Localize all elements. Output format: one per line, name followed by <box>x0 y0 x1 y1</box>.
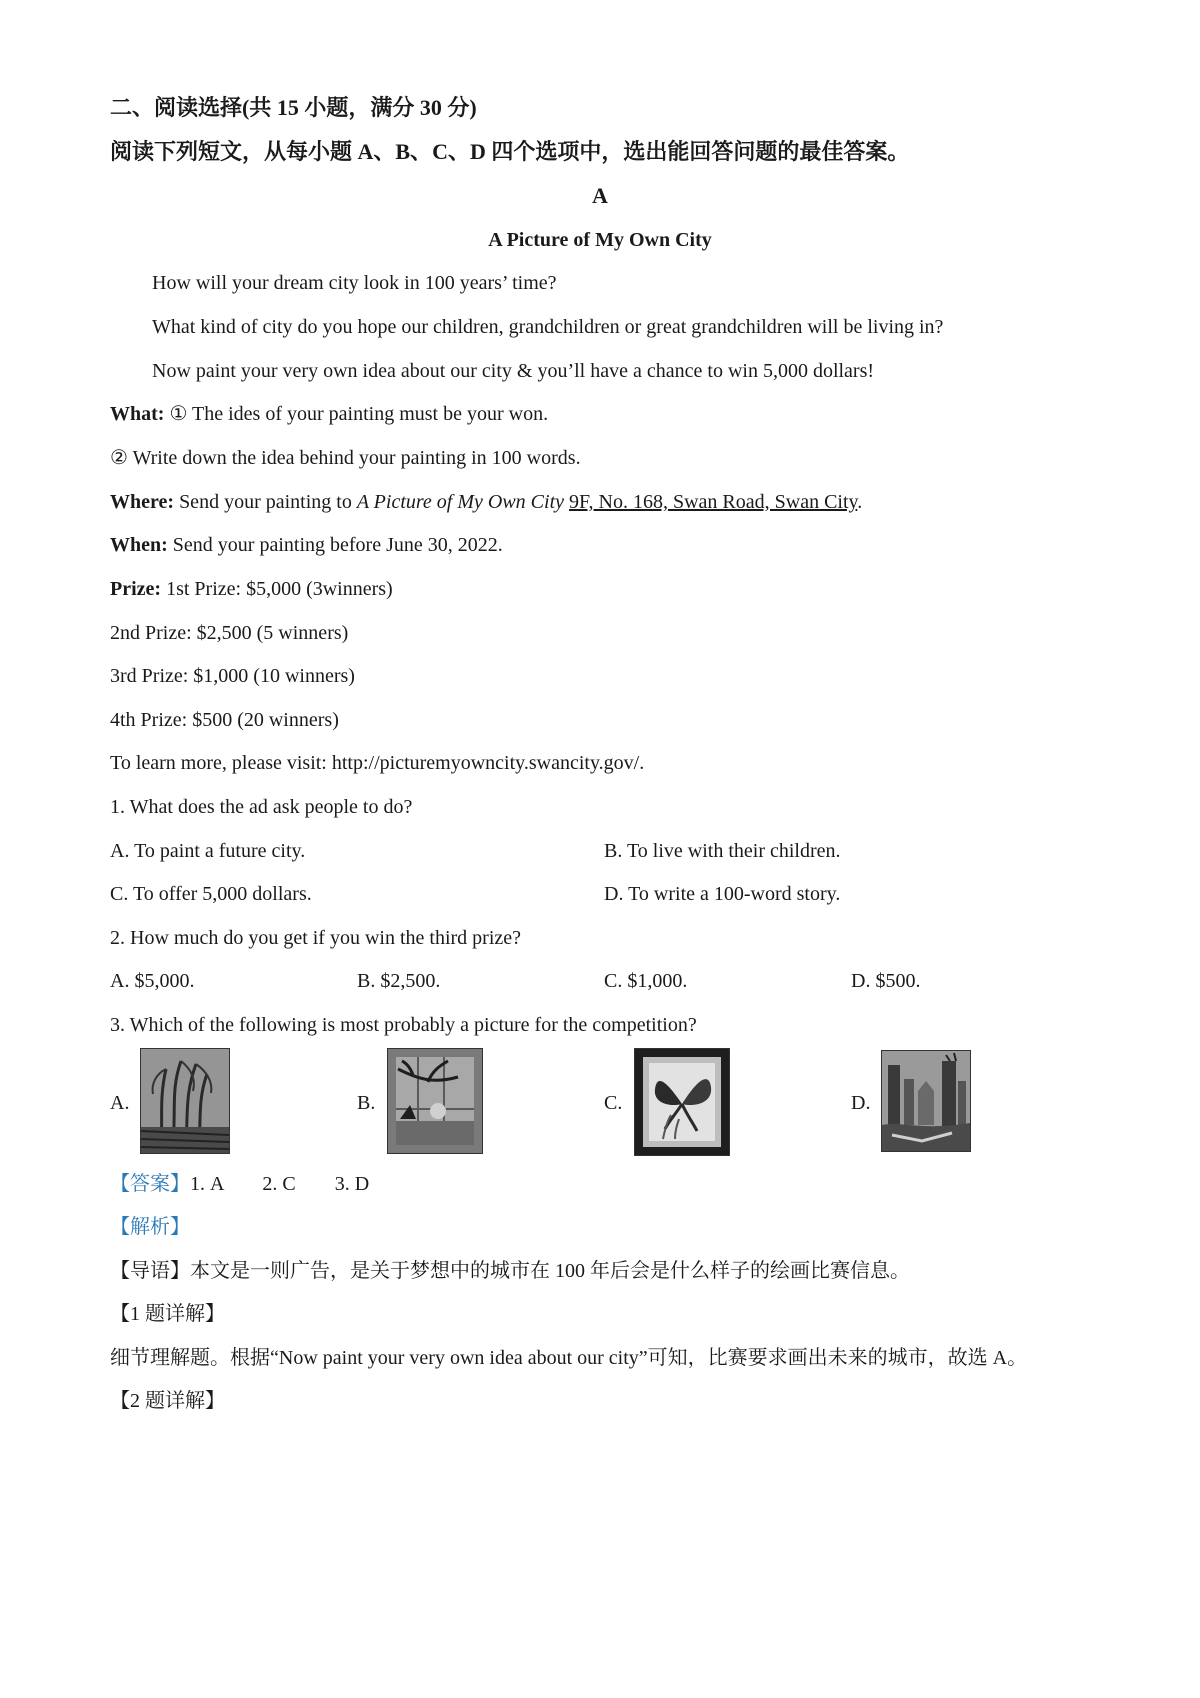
intro-line-1: How will your dream city look in 100 years’ time? <box>152 272 557 294</box>
question-2-option-c: C. $1,000. <box>604 970 688 992</box>
answer-line <box>110 1171 369 1197</box>
q1-detail-label: 【1 题详解】 <box>110 1303 225 1325</box>
prize-4: 4th Prize: $500 (20 winners) <box>110 709 339 731</box>
question-1-option-d: D. To write a 100-word story. <box>604 883 841 905</box>
where-text: Send your painting to <box>179 491 352 513</box>
intro-line-3: Now paint your very own idea about our city & you’ll have a chance to win 5,000 dollars! <box>152 360 875 382</box>
section-instruction: 阅读下列短文，从每小题 A、B、C、D 四个选项中，选出能回答问题的最佳答案。 <box>110 139 910 164</box>
prize-3: 3rd Prize: $1,000 (10 winners) <box>110 665 355 687</box>
learn-more: To learn more, please visit: http://picturemyowncity.swancity.gov/. <box>110 752 645 774</box>
picture-c-butterfly-frame <box>634 1048 730 1156</box>
question-1-option-a: A. To paint a future city. <box>110 840 306 862</box>
question-1-stem: 1. What does the ad ask people to do? <box>110 796 413 818</box>
passage-letter: A <box>592 183 608 208</box>
passage-title: A Picture of My Own City <box>488 229 712 251</box>
picture-a-trees-sketch <box>140 1048 230 1154</box>
picture-b-branch-window <box>387 1048 483 1154</box>
question-1-option-b: B. To live with their children. <box>604 840 841 862</box>
where-line <box>110 489 862 515</box>
answer-label: 【答案】 <box>110 1173 190 1195</box>
q2-detail-label: 【2 题详解】 <box>110 1390 225 1412</box>
what-item-2: ② Write down the idea behind your painting in 100 words. <box>110 447 581 469</box>
q1-detail-text: 细节理解题。根据“Now paint your very own idea about our city”可知，比赛要求画出未来的城市，故选 A。 <box>110 1347 1028 1369</box>
when-text: Send your painting before June 30, 2022. <box>172 534 503 556</box>
question-2-option-a: A. $5,000. <box>110 970 195 992</box>
question-2-option-d: D. $500. <box>851 970 921 992</box>
where-address: 9F, No. 168, Swan Road, Swan City <box>569 491 858 513</box>
analysis-label: 【解析】 <box>110 1216 190 1238</box>
guide-text: 本文是一则广告，是关于梦想中的城市在 100 年后会是什么样子的绘画比赛信息。 <box>190 1260 910 1282</box>
where-label: Where: <box>110 491 175 513</box>
where-end: . <box>857 491 863 513</box>
when-label: When: <box>110 534 168 556</box>
answer-3: 3. D <box>334 1173 370 1195</box>
question-2-stem: 2. How much do you get if you win the third prize? <box>110 927 522 949</box>
when-line <box>110 532 503 558</box>
picture-d-future-city <box>881 1050 971 1152</box>
section-title: 二、阅读选择(共 15 小题，满分 30 分) <box>110 95 477 120</box>
question-3-option-d: D. <box>851 1092 871 1114</box>
question-3-stem: 3. Which of the following is most probably a picture for the competition? <box>110 1014 697 1036</box>
question-3-option-b: B. <box>357 1092 376 1114</box>
prize-line <box>110 576 393 602</box>
what-label: What: <box>110 403 165 425</box>
prize-1: 1st Prize: $5,000 (3winners) <box>166 578 393 600</box>
what-item-1: ① The ides of your painting must be your won. <box>169 403 549 425</box>
question-1-option-c: C. To offer 5,000 dollars. <box>110 883 312 905</box>
answer-1: 1. A <box>190 1173 224 1195</box>
question-3-option-a: A. <box>110 1092 130 1114</box>
prize-label: Prize: <box>110 578 162 600</box>
question-3-option-c: C. <box>604 1092 623 1114</box>
question-2-option-b: B. $2,500. <box>357 970 441 992</box>
answer-2: 2. C <box>262 1173 296 1195</box>
guide-line <box>110 1258 910 1284</box>
intro-line-2: What kind of city do you hope our children, grandchildren or great grandchildren will be living in? <box>152 316 944 338</box>
guide-label: 【导语】 <box>110 1260 190 1282</box>
where-name: A Picture of My Own City <box>356 491 565 513</box>
prize-2: 2nd Prize: $2,500 (5 winners) <box>110 622 349 644</box>
what-line <box>110 401 548 427</box>
